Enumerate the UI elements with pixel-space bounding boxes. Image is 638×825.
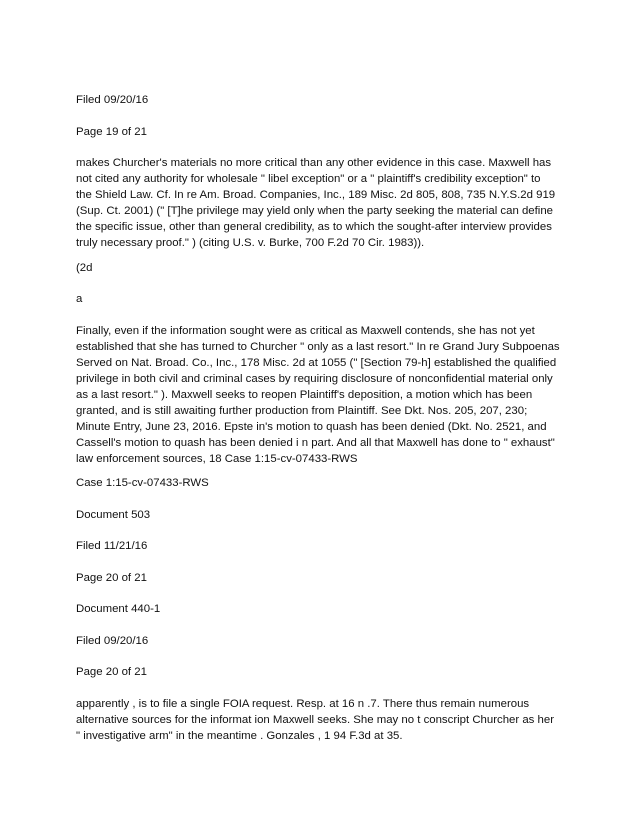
paragraph-3	[76, 696, 566, 744]
text-line: privilege in both civil and criminal cases by requiring disclosure of nonconfidential material only	[76, 373, 553, 385]
text-fragment: (2d	[76, 262, 93, 274]
text-line: " investigative arm" in the meantime . Gonzales , 1 94 F.3d at 35.	[76, 730, 403, 742]
text-line: alternative sources for the informat ion Maxwell seeks. She may no t conscript Churcher as her	[76, 714, 554, 726]
text-line: law enforcement sources, 18 Case 1:15-cv-07433-RWS	[76, 453, 358, 465]
paragraph-2	[76, 323, 566, 467]
text-line: as a last resort." ). Maxwell seeks to reopen Plaintiff's deposition, a motion which has been	[76, 389, 533, 401]
text-line: the Shield Law. Cf. In re Am. Broad. Companies, Inc., 189 Misc. 2d 805, 808, 735 N.Y.S.2d 919	[76, 189, 556, 201]
paragraph-1	[76, 155, 566, 251]
text-line: makes Churcher's materials no more critical than any other evidence in this case. Maxwell has	[76, 157, 552, 169]
document-number: Document 503	[76, 509, 151, 521]
text-line: the specific issue, other than general credibility, as to which the sought-after interview provides	[76, 221, 552, 233]
filed-date: Filed 09/20/16	[76, 635, 149, 647]
text-line: (Sup. Ct. 2001) (" [T]he privilege may yield only when the party seeking the material can define	[76, 205, 553, 217]
text-line: Minute Entry, June 23, 2016. Epste in's motion to quash has been denied (Dkt. No. 2521, and	[76, 421, 547, 433]
case-number: Case 1:15-cv-07433-RWS	[76, 477, 209, 489]
text-line: Cassell's motion to quash has been denied i n part. And all that Maxwell has done to " exhaust"	[76, 437, 555, 449]
document-number: Document 440-1	[76, 603, 161, 615]
text-line: Served on Nat. Broad. Co., Inc., 178 Misc. 2d at 1055 (" [Section 79-h] established the qualified	[76, 357, 557, 369]
filed-date: Filed 09/20/16	[76, 94, 149, 106]
text-line: truly necessary proof." ) (citing U.S. v. Burke, 700 F.2d 70 Cir. 1983)).	[76, 237, 425, 249]
page-number: Page 20 of 21	[76, 666, 147, 678]
text-line: granted, and is still awaiting further production from Plaintiff. See Dkt. Nos. 205, 207, 230;	[76, 405, 528, 417]
page-number: Page 20 of 21	[76, 572, 147, 584]
text-line: apparently , is to file a single FOIA request. Resp. at 16 n .7. There thus remain numerous	[76, 698, 530, 710]
text-line: Finally, even if the information sought were as critical as Maxwell contends, she has not yet	[76, 325, 535, 337]
page-number: Page 19 of 21	[76, 126, 147, 138]
text-fragment: a	[76, 293, 83, 305]
filed-date: Filed 11/21/16	[76, 540, 148, 552]
text-line: established that she has turned to Churcher " only as a last resort." In re Grand Jury Subpoenas	[76, 341, 560, 353]
text-line: not cited any authority for wholesale " libel exception" or a " plaintiff's credibility exception" to	[76, 173, 541, 185]
